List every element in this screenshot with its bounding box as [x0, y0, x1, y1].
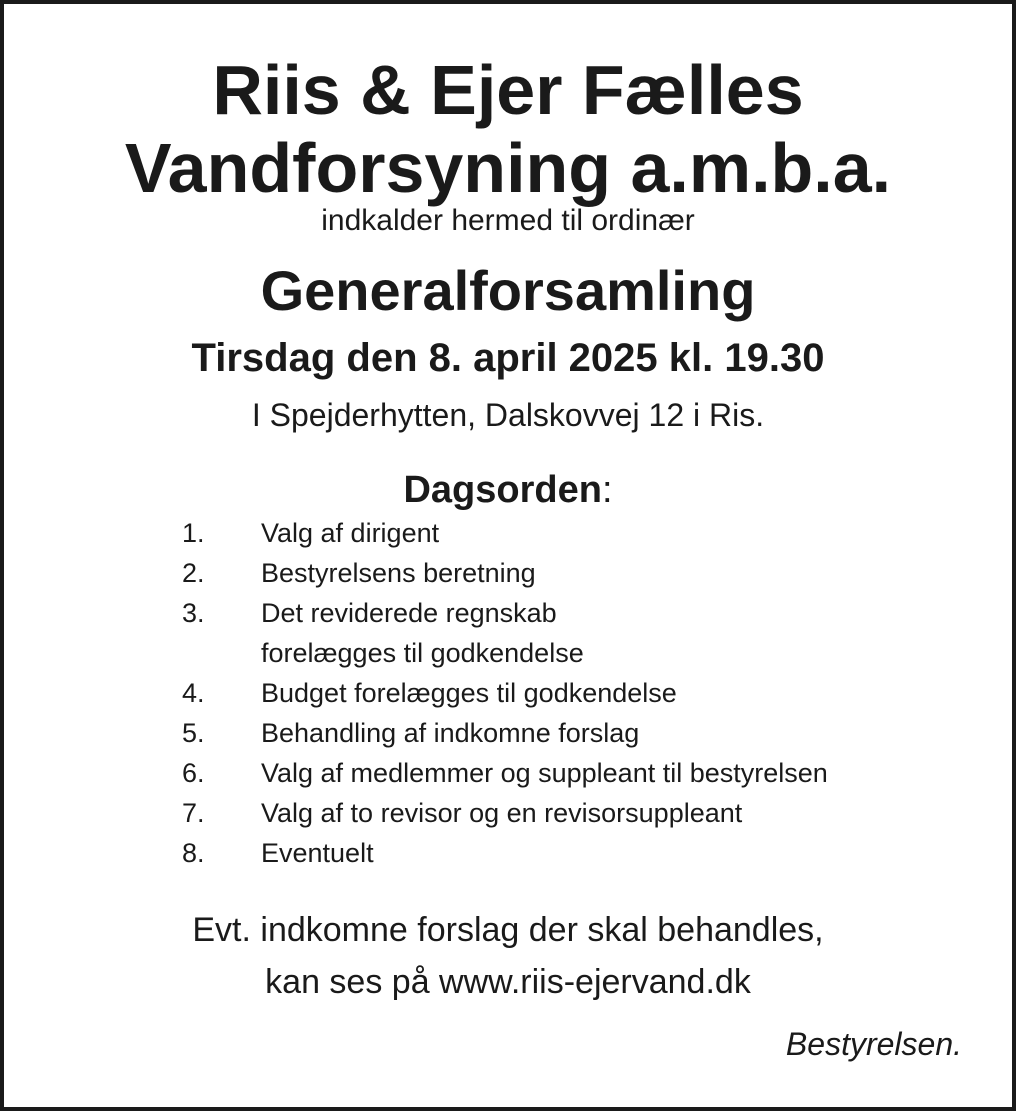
agenda-list: [182, 513, 828, 873]
agenda-item: [182, 713, 828, 753]
agenda-item: [182, 793, 828, 833]
agenda-item-text: [261, 593, 584, 673]
agenda-item-text: [261, 753, 828, 793]
agenda-item-text: [261, 673, 677, 713]
agenda-item-number: 8.: [182, 838, 205, 868]
proposals-note: Evt. indkomne forslag der skal behandles,: [192, 911, 824, 949]
agenda-heading-colon: :: [601, 469, 613, 511]
org-name-line2: Vandforsyning a.m.b.a.: [124, 129, 892, 207]
agenda-item-number: 1.: [182, 518, 205, 548]
agenda-item-line: Bestyrelsens beretning: [261, 558, 536, 588]
event-location: I Spejderhytten, Dalskovvej 12 i Ris.: [251, 397, 765, 433]
agenda-item-number: 2.: [182, 558, 205, 588]
agenda-item: [182, 673, 828, 713]
agenda-item-line: Valg af medlemmer og suppleant til bestyrelsen: [261, 758, 828, 788]
agenda-item-line: Valg af to revisor og en revisorsuppleant: [261, 798, 743, 828]
signature: Bestyrelsen.: [785, 1026, 962, 1062]
agenda-item: [182, 753, 828, 793]
event-date-time: Tirsdag den 8. april 2025 kl. 19.30: [191, 336, 825, 380]
org-name-line1: Riis & Ejer Fælles: [212, 51, 804, 129]
agenda-item: [182, 833, 828, 873]
agenda-item-text: [261, 513, 439, 553]
website-note: kan ses på www.riis-ejervand.dk: [265, 963, 751, 1001]
agenda-item-line: Det reviderede regnskab: [261, 598, 557, 628]
agenda-item-line: forelægges til godkendelse: [261, 638, 584, 668]
agenda-item: [182, 593, 828, 673]
agenda-item-text: [261, 793, 742, 833]
agenda-item-text: [261, 553, 536, 593]
agenda-item-number: 6.: [182, 758, 205, 788]
agenda-item-number: 4.: [182, 678, 205, 708]
agenda-item-line: Valg af dirigent: [261, 518, 440, 548]
agenda-item-text: [261, 713, 639, 753]
agenda-item: [182, 553, 828, 593]
agenda-item-text: [261, 833, 374, 873]
intro-text: indkalder hermed til ordinær: [321, 204, 695, 237]
agenda-heading: [4, 466, 1012, 514]
agenda-item-number: 3.: [182, 598, 205, 628]
agenda-heading-text: Dagsorden: [403, 469, 602, 511]
agenda-item-number: 5.: [182, 718, 205, 748]
agenda-item: [182, 513, 828, 553]
agenda-item-line: Behandling af indkomne forslag: [261, 718, 640, 748]
event-title: Generalforsamling: [260, 259, 756, 322]
agenda-item-number: 7.: [182, 798, 205, 828]
agenda-item-line: Eventuelt: [261, 838, 374, 868]
agenda-item-line: Budget forelægges til godkendelse: [261, 678, 677, 708]
